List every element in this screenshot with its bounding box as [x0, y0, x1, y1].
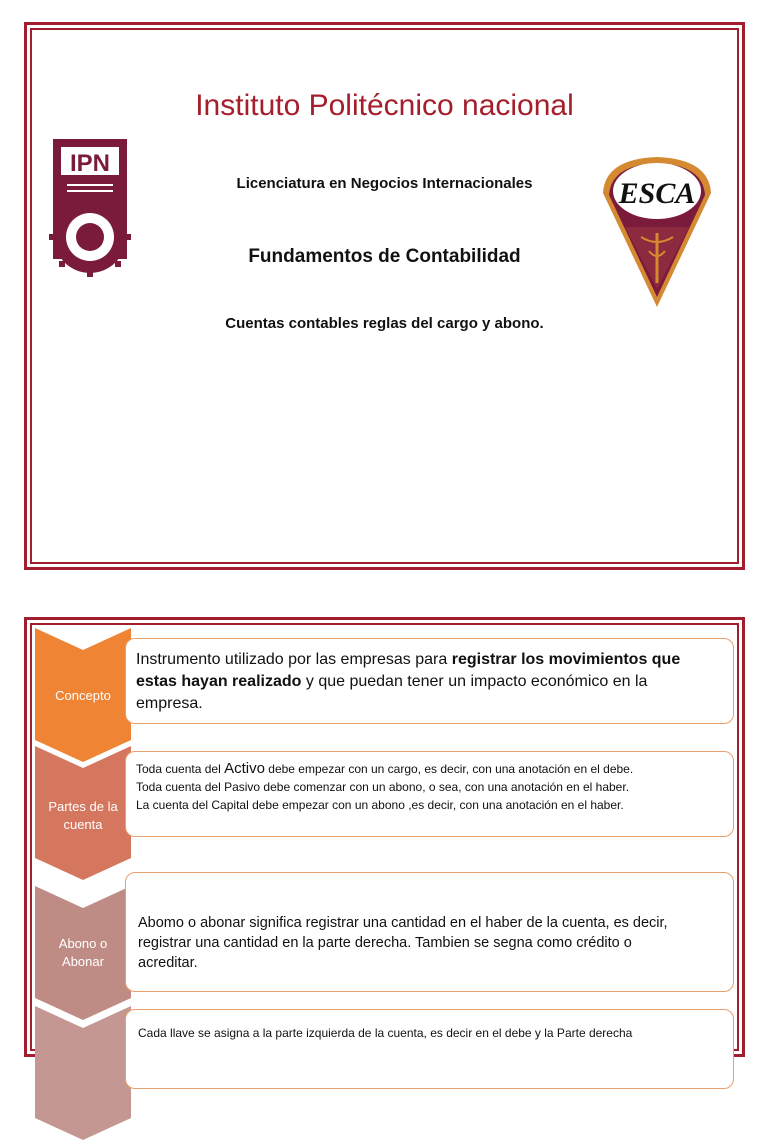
ipn-logo-icon [47, 135, 135, 290]
cover-page [24, 22, 745, 570]
concept-box: Instrumento utilizado por las empresas para registrar los movimientos que estas hayan realizado y que puedan tener un impacto económico en la empresa. [125, 638, 734, 724]
chevron-label-concepto: Concepto [55, 688, 111, 703]
parts-box: Toda cuenta del Activo debe empezar con un cargo, es decir, con una anotación en el debe. Toda cuenta del Pasivo debe comenzar con un abono, o sea, con una anotación en el haber. La cuenta del Capital debe empezar con un abono ,es decir, con una anotación en el haber. [125, 751, 734, 837]
svg-text:ESCA: ESCA [618, 177, 696, 210]
abono-box: Abomo o abonar significa registrar una cantidad en el haber de la cuenta, es decir, registrar una cantidad en la parte derecha. Tambien se segna como crédito o acreditar. [125, 872, 734, 992]
chevron-label-abono: Abono o Abonar [58, 936, 108, 969]
institution-title: Instituto Politécnico nacional [195, 89, 574, 122]
topic-title: Cuentas contables reglas del cargo y abono. [225, 315, 544, 332]
subject-name: Fundamentos de Contabilidad [248, 246, 521, 267]
diagram-page [24, 617, 745, 1057]
cargo-box: Cada llave se asigna a la parte izquierda de la cuenta, es decir en el debe y la Parte derecha [125, 1009, 734, 1089]
svg-text:IPN: IPN [69, 150, 111, 177]
chevron-cargo [35, 1006, 131, 1140]
chevron-label-partes: Partes de la cuenta [48, 799, 118, 832]
esca-logo-icon [595, 151, 719, 311]
career-name: Licenciatura en Negocios Internacionales [236, 175, 533, 192]
